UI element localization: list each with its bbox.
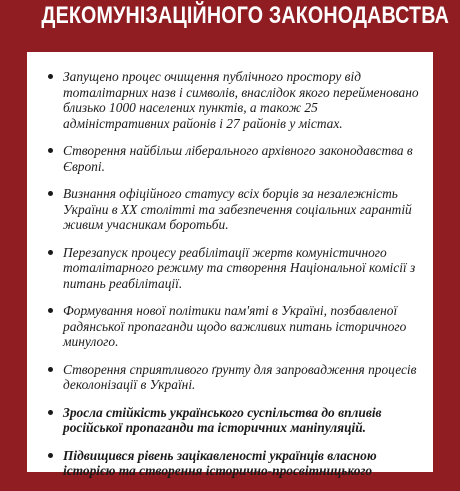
achievements-list: [49, 69, 421, 491]
content-card: [27, 52, 433, 478]
page-title: ДЕКОМУНІЗАЦІЙНОГО ЗАКОНОДАВСТВА: [41, 2, 450, 29]
list-item: Підвищився рівень зацікавленості українців власною історією та створення історично-просвітницького: [49, 448, 421, 479]
title-band: [0, 0, 460, 44]
list-item: Формування нової політики пам'яті в Україні, позбавленої радянської пропаганди щодо важливих питань історичного минулого.: [49, 303, 421, 350]
list-item: Запущено процес очищення публічного простору від тоталітарних назв і символів, внаслідок якого перейменовано близько 1000 населених пунктів, а також 25 адміністративних районів і 27 районів у містах.: [49, 69, 421, 131]
list-item: Створення сприятливого ґрунту для запровадження процесів деколонізації в Україні.: [49, 362, 421, 393]
list-item: Визнання офіційного статусу всіх борців за незалежність України в ХХ столітті та забезпечення соціальних гарантій живим учасникам боротьби.: [49, 186, 421, 233]
list-item: Створення найбільш ліберального архівного законодавства в Європі.: [49, 143, 421, 174]
list-item: Зросла стійкість українського суспільства до впливів російської пропаганди та історичних маніпуляцій.: [49, 405, 421, 436]
list-item: Перезапуск процесу реабілітації жертв комуністичного тоталітарного режиму та створення Національної комісії з питань реабілітації.: [49, 245, 421, 292]
